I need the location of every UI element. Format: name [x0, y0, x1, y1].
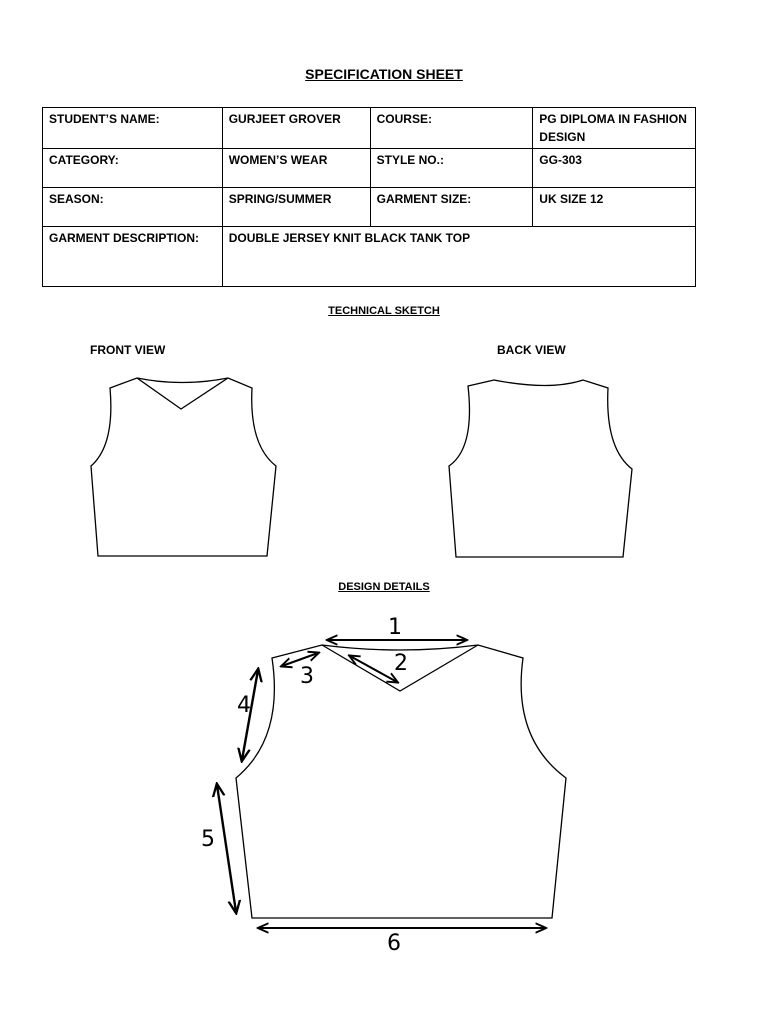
measure-arrow-5 [217, 785, 236, 912]
label-garment-size: GARMENT SIZE: [370, 188, 533, 227]
value-garment-description: DOUBLE JERSEY KNIT BLACK TANK TOP [222, 227, 695, 287]
detail-bodice-outline [236, 645, 566, 918]
label-student-name: STUDENT’S NAME: [43, 108, 223, 149]
back-view-label: BACK VIEW [497, 343, 566, 357]
label-garment-description: GARMENT DESCRIPTION: [43, 227, 223, 287]
measure-number-2: 2 [394, 651, 408, 676]
measure-number-4: 4 [237, 693, 251, 718]
value-category: WOMEN’S WEAR [222, 149, 370, 188]
measure-number-3: 3 [300, 664, 314, 689]
label-course: COURSE: [370, 108, 533, 149]
label-style-no: STYLE NO.: [370, 149, 533, 188]
label-season: SEASON: [43, 188, 223, 227]
value-season: SPRING/SUMMER [222, 188, 370, 227]
design-details-heading: DESIGN DETAILS [338, 581, 430, 593]
value-style-no: GG-303 [533, 149, 696, 188]
value-garment-size: UK SIZE 12 [533, 188, 696, 227]
value-student-name: GURJEET GROVER [222, 108, 370, 149]
value-course: PG DIPLOMA IN FASHION DESIGN [533, 108, 696, 149]
page-title: SPECIFICATION SHEET [305, 66, 463, 82]
label-category: CATEGORY: [43, 149, 223, 188]
measure-arrow-2 [350, 656, 397, 682]
measure-number-5: 5 [201, 827, 215, 852]
measure-number-1: 1 [388, 615, 402, 640]
technical-sketch-heading: TECHNICAL SKETCH [328, 305, 440, 317]
measure-number-6: 6 [387, 931, 401, 956]
front-view-label: FRONT VIEW [90, 343, 166, 357]
